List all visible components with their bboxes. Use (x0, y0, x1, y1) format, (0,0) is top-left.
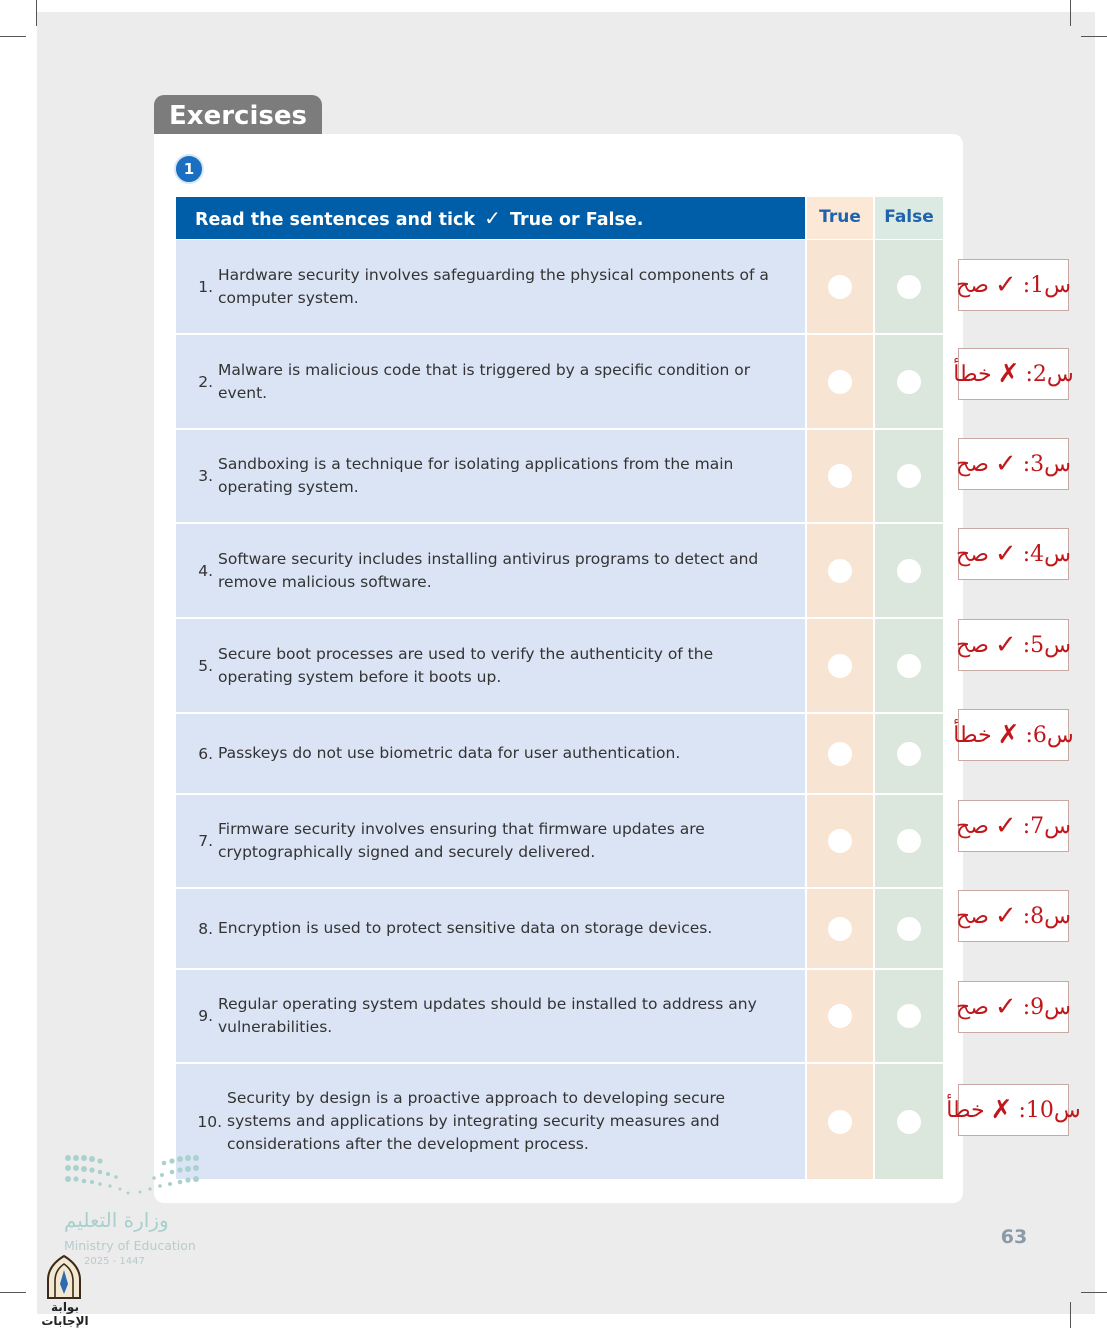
question-cell (176, 889, 805, 968)
question-text: Sandboxing is a technique for isolating applications from the main operating system. (218, 455, 734, 496)
answer-label: س2: (1025, 361, 1074, 387)
question-cell (176, 335, 805, 428)
true-cell (807, 970, 873, 1062)
false-radio[interactable] (897, 829, 921, 853)
question-text: Security by design is a proactive approach to developing secure systems and applications by integrating security measures and considerations after the development process. (227, 1089, 726, 1153)
true-cell (807, 524, 873, 617)
crop-mark (1070, 0, 1071, 26)
true-cell (807, 240, 873, 333)
question-row (176, 335, 943, 428)
true-radio[interactable] (828, 829, 852, 853)
false-radio[interactable] (897, 370, 921, 394)
answer-word: صح (956, 994, 989, 1020)
answer-box (958, 528, 1069, 580)
question-text: Firmware security involves ensuring that firmware updates are cryptographically signed and securely delivered. (218, 820, 705, 861)
question-cell (176, 619, 805, 712)
false-cell (875, 1064, 943, 1179)
question-row (176, 619, 943, 712)
cross-icon: ✗ (990, 1095, 1013, 1125)
false-cell (875, 714, 943, 793)
question-number: 4. (198, 561, 213, 580)
true-radio[interactable] (828, 1110, 852, 1134)
false-radio[interactable] (897, 917, 921, 941)
question-text: Regular operating system updates should be installed to address any vulnerabilities. (218, 995, 757, 1036)
ministry-logo-years: 2025 - 1447 (84, 1256, 145, 1267)
false-radio[interactable] (897, 742, 921, 766)
check-icon: ✓ (994, 811, 1017, 841)
answer-box (958, 890, 1069, 942)
question-text: Encryption is used to protect sensitive data on storage devices. (218, 919, 713, 937)
true-cell (807, 795, 873, 887)
instruction-text: Read the sentences and tick (195, 210, 476, 230)
true-radio[interactable] (828, 654, 852, 678)
question-text: Secure boot processes are used to verify the authenticity of the operating system before it boots up. (218, 644, 714, 686)
answer-box (953, 709, 1074, 761)
answer-box (958, 438, 1069, 490)
question-row (176, 889, 943, 968)
answer-box (958, 259, 1069, 311)
false-cell (875, 335, 943, 428)
question-number: 6. (198, 744, 213, 763)
ministry-logo-dots-icon (64, 1152, 200, 1198)
false-column-header: False (875, 197, 943, 239)
question-cell (176, 240, 805, 333)
answer-box (958, 619, 1069, 671)
exercises-tab: Exercises (154, 95, 322, 135)
crop-mark (1070, 1302, 1071, 1328)
false-cell (875, 970, 943, 1062)
question-number: 9. (198, 1007, 213, 1025)
true-radio[interactable] (828, 742, 852, 766)
answer-box (946, 1084, 1081, 1136)
question-text: Software security includes installing antivirus programs to detect and remove malicious software. (218, 549, 759, 591)
cross-icon: ✗ (997, 359, 1020, 389)
check-icon: ✓ (994, 270, 1017, 300)
question-row (176, 430, 943, 522)
crop-mark (1081, 1292, 1107, 1293)
answer-label: س6: (1025, 722, 1074, 748)
check-icon: ✓ (994, 539, 1017, 569)
answer-label: س10: (1018, 1097, 1081, 1123)
true-cell (807, 714, 873, 793)
answer-label: س4: (1022, 541, 1071, 567)
ministry-logo-english: Ministry of Education (64, 1238, 196, 1253)
false-cell (875, 524, 943, 617)
question-cell (176, 1064, 805, 1179)
answer-label: س9: (1022, 994, 1071, 1020)
question-cell (176, 970, 805, 1062)
check-icon: ✓ (994, 901, 1017, 931)
question-row (176, 970, 943, 1062)
answer-word: صح (956, 813, 989, 839)
false-cell (875, 889, 943, 968)
answer-label: س8: (1022, 903, 1071, 929)
answer-label: س5: (1022, 632, 1071, 658)
question-cell (176, 524, 805, 617)
question-number: 2. (198, 372, 213, 391)
false-radio[interactable] (897, 654, 921, 678)
crop-mark (1081, 36, 1107, 37)
question-cell (176, 795, 805, 887)
answer-box (958, 981, 1069, 1033)
answer-word: خطأ (953, 722, 992, 748)
true-radio[interactable] (828, 275, 852, 299)
crop-mark (0, 36, 26, 37)
crop-mark (0, 1292, 26, 1293)
false-radio[interactable] (897, 275, 921, 299)
exercise-number-badge: 1 (174, 154, 204, 184)
question-cell (176, 430, 805, 522)
question-cell (176, 714, 805, 793)
false-radio[interactable] (897, 464, 921, 488)
true-radio[interactable] (828, 559, 852, 583)
question-row (176, 524, 943, 617)
answer-word: صح (956, 272, 989, 298)
cross-icon: ✗ (997, 720, 1020, 750)
false-cell (875, 795, 943, 887)
true-radio[interactable] (828, 917, 852, 941)
answer-word: صح (956, 903, 989, 929)
answer-word: صح (956, 541, 989, 567)
check-icon: ✓ (994, 630, 1017, 660)
answer-label: س7: (1022, 813, 1071, 839)
check-icon: ✓ (484, 206, 501, 230)
question-row (176, 795, 943, 887)
question-number: 1. (198, 277, 213, 296)
true-cell (807, 430, 873, 522)
false-radio[interactable] (897, 1004, 921, 1028)
true-radio[interactable] (828, 1004, 852, 1028)
false-cell (875, 430, 943, 522)
question-row (176, 1064, 943, 1179)
true-cell (807, 619, 873, 712)
answer-word: خطأ (953, 361, 992, 387)
question-number: 10. (197, 1112, 222, 1131)
question-number: 3. (198, 467, 213, 485)
false-radio[interactable] (897, 559, 921, 583)
question-number: 8. (198, 919, 213, 938)
question-number: 7. (198, 832, 213, 850)
instruction-text-end: True or False. (509, 210, 644, 230)
answer-label: س1: (1022, 272, 1071, 298)
portal-name: بوابة الإجابات (41, 1300, 89, 1328)
true-column-header: True (807, 197, 873, 239)
false-cell (875, 619, 943, 712)
false-cell (875, 240, 943, 333)
false-radio[interactable] (897, 1110, 921, 1134)
instruction-header (176, 197, 805, 239)
answer-word: خطأ (946, 1097, 985, 1123)
question-row (176, 240, 943, 333)
true-cell (807, 1064, 873, 1179)
question-text: Hardware security involves safeguarding the physical components of a computer system. (218, 265, 769, 307)
ministry-logo-arabic: وزارة التعليم (64, 1208, 169, 1232)
portal-logo-icon (44, 1254, 84, 1300)
question-row (176, 714, 943, 793)
answer-label: س3: (1022, 451, 1071, 477)
answer-word: صح (956, 451, 989, 477)
question-text: Malware is malicious code that is triggered by a specific condition or event. (218, 360, 751, 402)
page-number: 63 (1000, 1226, 1028, 1248)
true-radio[interactable] (828, 464, 852, 488)
answer-box (958, 800, 1069, 852)
question-number: 5. (198, 656, 213, 675)
true-cell (807, 889, 873, 968)
crop-mark (36, 0, 37, 26)
check-icon: ✓ (994, 449, 1017, 479)
true-radio[interactable] (828, 370, 852, 394)
true-cell (807, 335, 873, 428)
answer-box (953, 348, 1074, 400)
check-icon: ✓ (994, 992, 1017, 1022)
answer-word: صح (956, 632, 989, 658)
question-text: Passkeys do not use biometric data for user authentication. (218, 744, 681, 762)
